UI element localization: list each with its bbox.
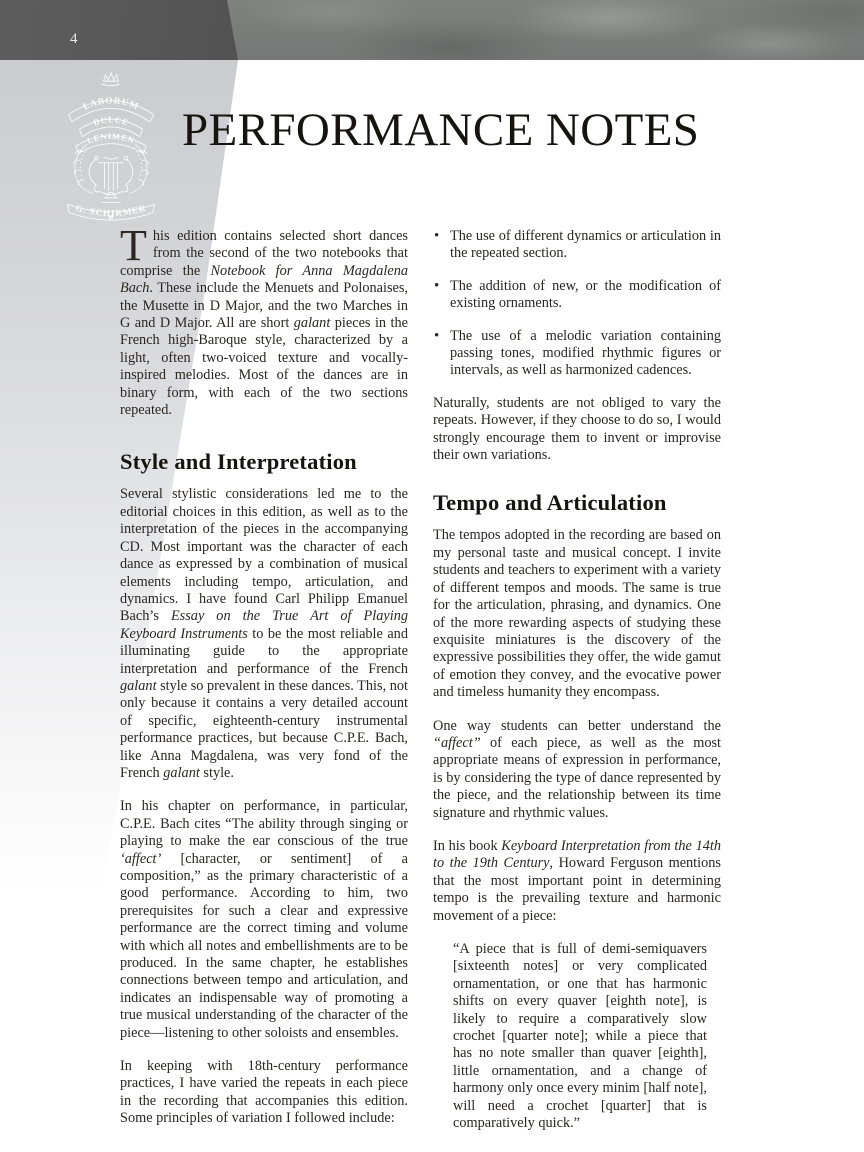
header-band: [0, 0, 864, 60]
intro-paragraph: [120, 221, 409, 419]
intro-paragraph-text: his edition contains selected short dances from the second of the two notebooks that comprise the Notebook for Anna Magdalena Bach. These include the Menuets and Polonaises, the Musette in D Major, and the two Marches in G and D Major. All are short galant pieces in the French high-Baroque style, characterized by a light, often two-voiced texture and vocally-inspired melodies. Most of the dances are in binary form, with each of the two sections repeated.: [120, 228, 409, 419]
header-band-left-block: [0, 0, 240, 60]
svg-text:LABORUM: [82, 96, 140, 112]
naturally-paragraph: Naturally, students are not obliged to vary the repeats. However, if they choose to do so, I would strongly encourage them to invent or improvise their own variations.: [433, 394, 721, 464]
left-column: [120, 221, 409, 1144]
svg-text:DULCE: [92, 115, 129, 127]
logo-motto-dulce: DULCE: [92, 115, 130, 128]
svg-text:G. SCHIRMER: [74, 204, 147, 219]
list-item: • The addition of new, or the modification of existing ornaments.: [433, 278, 721, 313]
dropcap-letter: T: [120, 221, 147, 270]
variation-principles-list: [433, 228, 721, 380]
tempo-paragraph-2: One way students can better understand the “affect” of each piece, as well as the most appropriate means of expression in performance, is by considering the type of dance represented by the piece, and the relationship between its time signature and rhythmic values.: [433, 717, 721, 821]
logo-motto-laborum: LABORUM: [81, 96, 141, 113]
tempo-paragraph-1: The tempos adopted in the recording are based on my personal taste and musical concept. I invite students and teachers to experiment with a variety of different tempos and moods. The same is true for the articulation, phrasing, and dynamics. One of the more rewarding aspects of studying these exquisite miniatures is the discovery of the expressive possibilities they offer, the wide gamut of emotion they convey, and the evocative power and timeless humanity they encompass.: [433, 527, 721, 701]
style-paragraph-2: In his chapter on performance, in particular, C.P.E. Bach cites “The ability through singing or playing to make the ear conscious of the true ‘affect’ [character, or sentiment] of a composition,” as the primary characteristic of a good performance. According to him, two prerequisites for such a clear and expressive performance are the correct timing and volume with which all notes and embellishments are to be produced. In the same chapter, he establishes connections between tempo and articulation, and indicates an indispensable way of promoting a true musical understanding of the character of the piece—listening to other soloists and ensembles.: [120, 798, 408, 1041]
list-item: • The use of a melodic variation containing passing tones, modified rhythmic figures or intervals, as well as harmonized cadences.: [433, 328, 721, 380]
heading-tempo-and-articulation: Tempo and Articulation: [433, 490, 667, 516]
page-title: PERFORMANCE NOTES: [182, 104, 700, 156]
ferguson-quote: “A piece that is full of demi-semiquavers [sixteenth notes] or very complicated ornamentation, or one that has harmonic shifts on every quaver [eighth note], is likely to require a comparatively slow crochet [quarter note]; while a piece that has no note smaller than quaver [eighth], little ornamentation, and a change of harmony only once every minim [half note], will need a crochet [quarter] that is comparatively quick.”: [453, 941, 707, 1132]
right-column: [433, 228, 721, 1148]
tempo-paragraph-3: In his book Keyboard Interpretation from the 14th to the 19th Century, Howard Ferguson mentions that the most important point in determining tempo is the prevailing texture and harmonic movement of a piece:: [433, 837, 721, 924]
heading-style-and-interpretation: Style and Interpretation: [120, 449, 357, 475]
logo-publisher-name: G. SCHIRMER: [74, 203, 148, 220]
style-paragraph-3: In keeping with 18th-century performance practices, I have varied the repeats in each piece in the recording that accompanies this edition. Some principles of variation I followed include:: [120, 1058, 408, 1127]
page-number: 4: [70, 31, 78, 47]
schirmer-crest-logo: [53, 70, 169, 222]
crest-icon: [53, 70, 169, 222]
style-paragraph-1: Several stylistic considerations led me to the editorial choices in this edition, as well as to the interpretation of the pieces in the accompanying CD. Most important was the character of each dance as expressed by a combination of musical elements including tempo, articulation, and dynamics. I have found Carl Philipp Emanuel Bach’s Essay on the True Art of Playing Keyboard Instruments to be the most reliable and illuminating guide to the appropriate interpretation and performance of the French galant style so prevalent in these dances. This, not only because it contains a very detailed account of specific, eighteenth-century instrumental performance practices, but because C.P.E. Bach, like Anna Magdalena, was very fond of the French galant style.: [120, 486, 409, 781]
list-item: • The use of different dynamics or articulation in the repeated section.: [433, 228, 721, 263]
logo-motto-lenimen: LENIMEN: [86, 131, 136, 146]
